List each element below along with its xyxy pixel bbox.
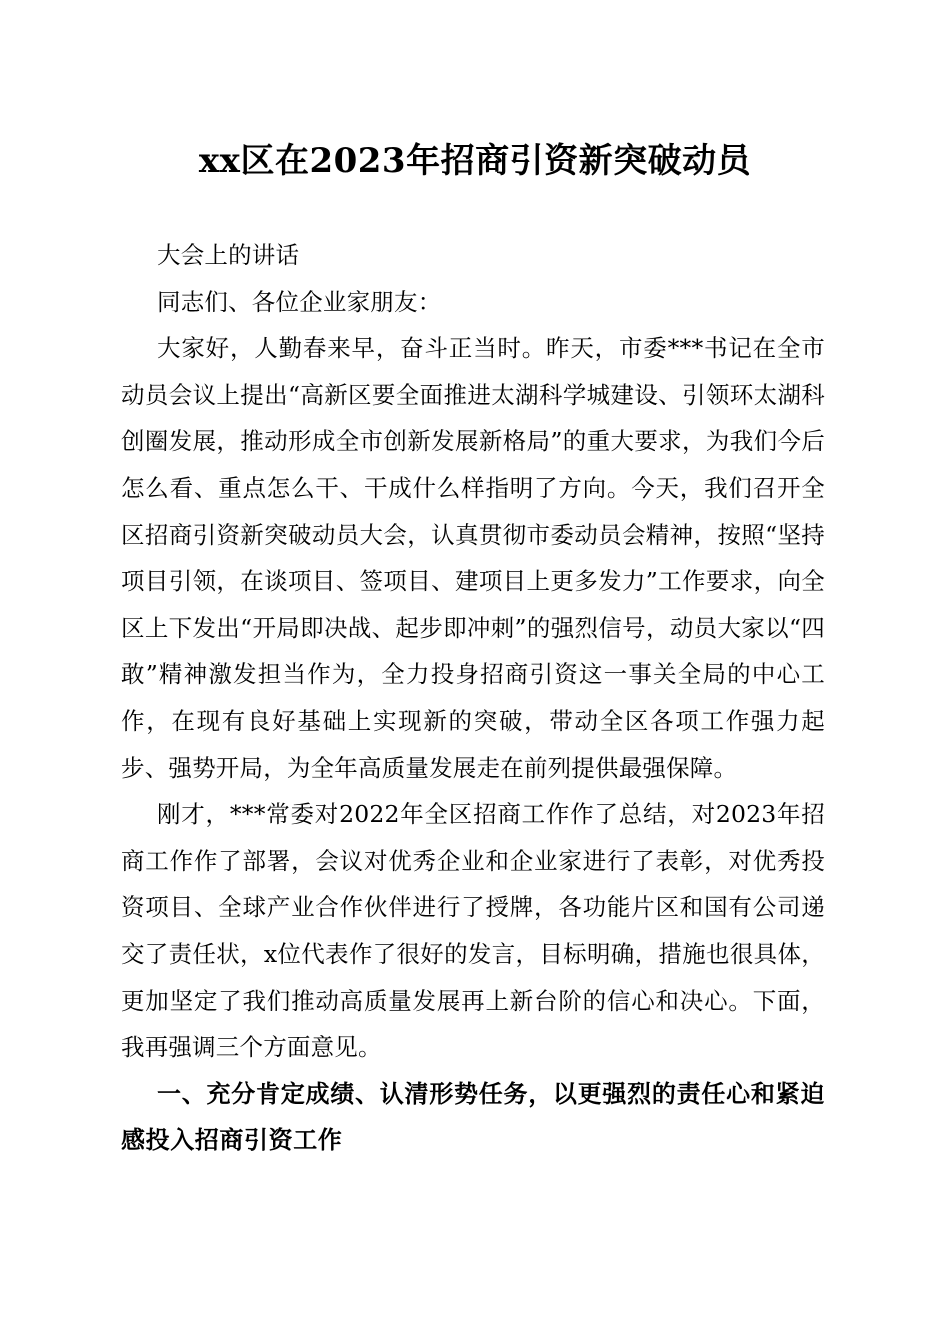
document-title: xx区在2023年招商引资新突破动员 bbox=[198, 141, 752, 181]
document-body bbox=[121, 232, 825, 1164]
paragraph-salutation: 同志们、各位企业家朋友： bbox=[157, 287, 442, 316]
paragraph-title-continuation: 大会上的讲话 bbox=[157, 241, 300, 269]
paragraph-opening: 大家好，人勤春来早，奋斗正当时。昨天，市委***书记在全市动员会议上提出“高新区要全面推进太湖科学城建设、引领环太湖科创圈发展，推动形成全市创新发展新格局”的重大要求，为我们今后怎么看、重点怎么干、干成什么样指明了方向。今天，我们召开全区招商引资新突破动员大会，认真贯彻市委动员会精神，按照“坚持项目引领，在谈项目、签项目、建项目上更多发力”工作要求，向全区上下发出“开局即决战、起步即冲刺”的强烈信号，动员大家以“四敢”精神激发担当作为，全力投身招商引资这一事关全局的中心工作，在现有良好基础上实现新的突破，带动全区各项工作强力起步、强势开局，为全年高质量发展走在前列提供最强保障。 bbox=[121, 334, 825, 782]
paragraph-summary: 刚才，***常委对2022年全区招商工作作了总结，对2023年招商工作作了部署，会议对优秀企业和企业家进行了表彰，对优秀投资项目、全球产业合作伙伴进行了授牌，各功能片区和国有公司递交了责任状，x位代表作了很好的发言，目标明确，措施也很具体，更加坚定了我们推动高质量发展再上新台阶的信心和决心。下面，我再强调三个方面意见。 bbox=[121, 800, 825, 1062]
section-heading-one: 一、充分肯定成绩、认清形势任务，以更强烈的责任心和紧迫感投入招商引资工作 bbox=[121, 1079, 825, 1155]
